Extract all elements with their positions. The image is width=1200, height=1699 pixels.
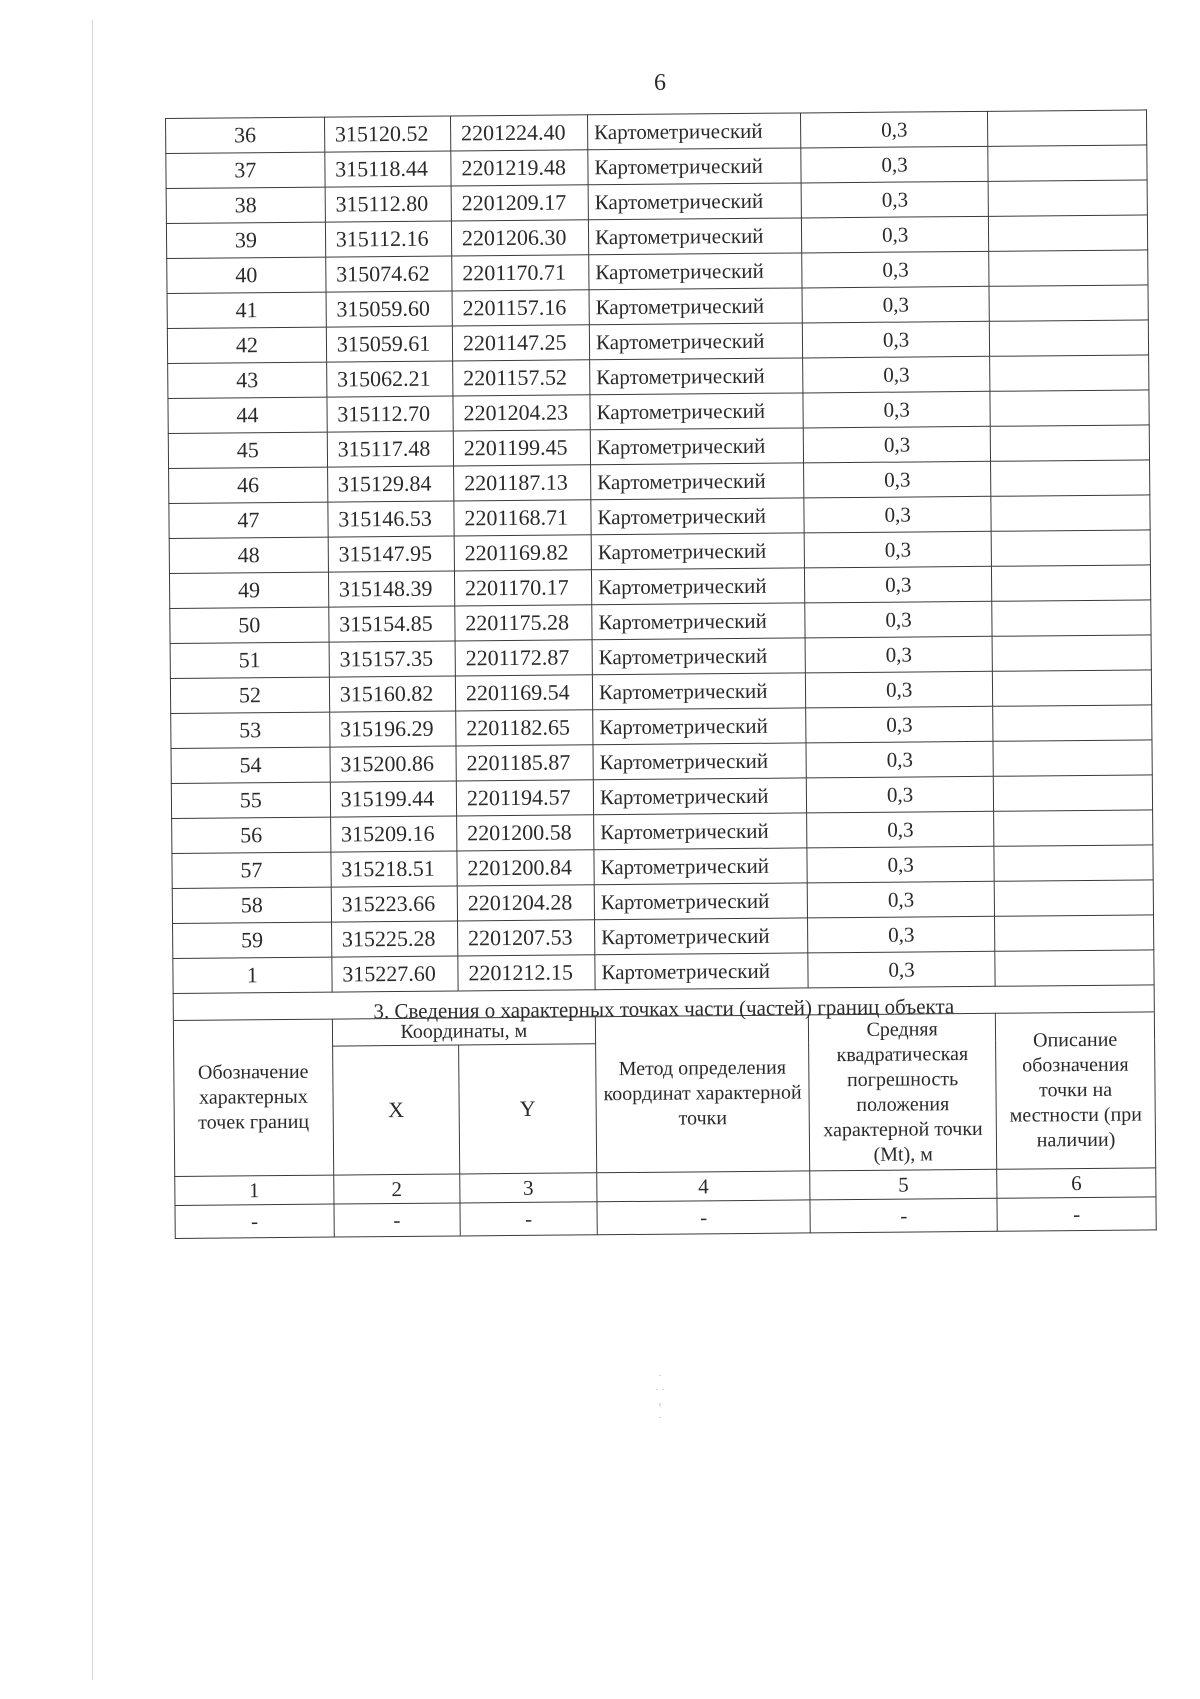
empty-cell: - — [175, 1204, 334, 1238]
method-cell: Картометрический — [592, 603, 805, 640]
x-coordinate: 315118.44 — [325, 151, 451, 187]
point-number: 52 — [170, 677, 329, 713]
y-coordinate: 2201182.65 — [456, 710, 593, 746]
mt-value: 0,3 — [807, 881, 994, 918]
point-number: 57 — [172, 852, 331, 888]
coordinates-rows — [166, 110, 1155, 994]
mt-value: 0,3 — [801, 146, 988, 183]
point-number: 51 — [170, 642, 329, 678]
scan-artifact: · · · ‹ · — [655, 1371, 665, 1424]
mt-value: 0,3 — [804, 461, 991, 498]
y-coordinate: 2201170.71 — [452, 255, 589, 291]
description-cell — [989, 285, 1148, 321]
point-number: 47 — [169, 502, 328, 538]
mt-value: 0,3 — [802, 216, 989, 253]
method-cell: Картометрический — [593, 708, 806, 745]
x-coordinate: 315120.52 — [324, 116, 450, 152]
section-title: 3. Сведения о характерных точках части (частей) границ объекта — [173, 985, 1154, 1021]
y-coordinate: 2201207.53 — [457, 920, 594, 956]
x-coordinate: 315154.85 — [329, 606, 455, 642]
x-coordinate: 315146.53 — [328, 501, 454, 537]
description-cell — [995, 950, 1154, 986]
page-edge-line — [92, 20, 93, 1680]
method-cell: Картометрический — [595, 953, 808, 990]
description-cell — [990, 390, 1149, 426]
description-cell — [991, 495, 1150, 531]
mt-value: 0,3 — [803, 426, 990, 463]
description-cell — [991, 460, 1150, 496]
point-number: 36 — [166, 117, 325, 153]
y-coordinate: 2201200.84 — [457, 850, 594, 886]
method-cell: Картометрический — [593, 743, 806, 780]
point-number: 56 — [172, 817, 331, 853]
y-coordinate: 2201187.13 — [453, 465, 590, 501]
mt-value: 0,3 — [806, 741, 993, 778]
method-cell: Картометрический — [590, 393, 803, 430]
x-coordinate: 315112.70 — [327, 396, 453, 432]
description-cell — [992, 600, 1151, 636]
mt-value: 0,3 — [805, 566, 992, 603]
document-body — [165, 109, 1157, 1239]
method-cell: Картометрический — [588, 148, 801, 185]
point-number: 54 — [171, 747, 330, 783]
point-number: 45 — [168, 432, 327, 468]
mt-value: 0,3 — [807, 811, 994, 848]
x-coordinate: 315059.60 — [326, 291, 452, 327]
point-number: 44 — [168, 397, 327, 433]
x-coordinate: 315059.61 — [326, 326, 452, 362]
mt-value: 0,3 — [806, 776, 993, 813]
x-coordinate: 315112.80 — [325, 186, 451, 222]
y-coordinate: 2201194.57 — [456, 780, 593, 816]
y-coordinate: 2201175.28 — [455, 605, 592, 641]
description-cell — [993, 670, 1152, 706]
mt-value: 0,3 — [805, 601, 992, 638]
column-number: 2 — [334, 1174, 460, 1204]
mt-value: 0,3 — [804, 496, 991, 533]
method-cell: Картометрический — [588, 183, 801, 220]
point-number: 43 — [168, 362, 327, 398]
point-number: 1 — [173, 957, 332, 993]
y-coordinate: 2201170.17 — [454, 570, 591, 606]
y-coordinate: 2201172.87 — [455, 640, 592, 676]
point-number: 50 — [170, 607, 329, 643]
mt-value: 0,3 — [807, 846, 994, 883]
point-number: 48 — [169, 537, 328, 573]
point-number: 40 — [167, 257, 326, 293]
column-number: 1 — [175, 1175, 334, 1205]
y-coordinate: 2201169.82 — [454, 535, 591, 571]
mt-value: 0,3 — [802, 251, 989, 288]
method-cell: Картометрический — [589, 323, 802, 360]
x-coordinate: 315209.16 — [330, 816, 456, 852]
mt-value: 0,3 — [801, 181, 988, 218]
mt-value: 0,3 — [805, 671, 992, 708]
empty-cell: - — [810, 1198, 997, 1233]
x-coordinate: 315223.66 — [331, 886, 457, 922]
description-cell — [994, 880, 1153, 916]
header-x: X — [332, 1045, 459, 1175]
empty-cell: - — [597, 1200, 810, 1235]
mt-value: 0,3 — [801, 111, 988, 148]
point-number: 49 — [169, 572, 328, 608]
description-cell — [989, 320, 1148, 356]
point-number: 37 — [166, 152, 325, 188]
y-coordinate: 2201199.45 — [453, 430, 590, 466]
mt-value: 0,3 — [803, 391, 990, 428]
point-number: 46 — [169, 467, 328, 503]
method-cell: Картометрический — [592, 638, 805, 675]
description-cell — [993, 705, 1152, 741]
method-cell: Картометрический — [591, 463, 804, 500]
method-cell: Картометрический — [592, 673, 805, 710]
y-coordinate: 2201169.54 — [455, 675, 592, 711]
y-coordinate: 2201200.58 — [457, 815, 594, 851]
mt-value: 0,3 — [804, 531, 991, 568]
y-coordinate: 2201224.40 — [450, 115, 587, 151]
method-cell: Картометрический — [594, 883, 807, 920]
description-cell — [989, 250, 1148, 286]
description-cell — [989, 215, 1148, 251]
method-cell: Картометрический — [589, 288, 802, 325]
x-coordinate: 315062.21 — [326, 361, 452, 397]
mt-value: 0,3 — [808, 951, 995, 988]
column-number: 3 — [460, 1173, 597, 1203]
y-coordinate: 2201185.87 — [456, 745, 593, 781]
y-coordinate: 2201157.16 — [452, 290, 589, 326]
column-number: 6 — [997, 1168, 1156, 1198]
point-number: 59 — [173, 922, 332, 958]
y-coordinate: 2201157.52 — [453, 360, 590, 396]
mt-value: 0,3 — [805, 636, 992, 673]
empty-cell: - — [997, 1197, 1156, 1231]
header-y: Y — [459, 1044, 597, 1174]
header-method: Метод определения координат характерной точки — [595, 1015, 810, 1173]
x-coordinate: 315157.35 — [329, 641, 455, 677]
y-coordinate: 2201204.28 — [457, 885, 594, 921]
header-mt: Средняя квадратическая погрешность положения характерной точки (Mt), м — [808, 1013, 996, 1171]
description-cell — [988, 145, 1147, 181]
x-coordinate: 315227.60 — [332, 956, 458, 992]
method-cell: Картометрический — [594, 848, 807, 885]
method-cell: Картометрический — [590, 358, 803, 395]
header-description: Описание обозначения точки на местности (при наличии) — [996, 1012, 1156, 1169]
x-coordinate: 315148.39 — [328, 571, 454, 607]
mt-value: 0,3 — [808, 916, 995, 953]
method-cell: Картометрический — [591, 533, 804, 570]
header-coordinates: Координаты, м — [332, 1017, 595, 1046]
coordinates-table — [165, 109, 1157, 1239]
y-coordinate: 2201209.17 — [451, 185, 588, 221]
point-number: 38 — [166, 187, 325, 223]
x-coordinate: 315129.84 — [327, 466, 453, 502]
mt-value: 0,3 — [802, 286, 989, 323]
point-number: 39 — [166, 222, 325, 258]
description-cell — [992, 635, 1151, 671]
method-cell: Картометрический — [589, 253, 802, 290]
description-cell — [990, 425, 1149, 461]
x-coordinate: 315074.62 — [326, 256, 452, 292]
section-3 — [173, 985, 1156, 1239]
y-coordinate: 2201204.23 — [453, 395, 590, 431]
column-number: 4 — [597, 1171, 810, 1202]
method-cell: Картометрический — [588, 218, 801, 255]
description-cell — [993, 740, 1152, 776]
x-coordinate: 315112.16 — [325, 221, 451, 257]
method-cell: Картометрический — [591, 498, 804, 535]
y-coordinate: 2201147.25 — [452, 325, 589, 361]
x-coordinate: 315147.95 — [328, 536, 454, 572]
description-cell — [990, 355, 1149, 391]
y-coordinate: 2201212.15 — [458, 955, 595, 991]
description-cell — [992, 565, 1151, 601]
x-coordinate: 315160.82 — [329, 676, 455, 712]
method-cell: Картометрический — [587, 113, 800, 150]
point-number: 55 — [171, 782, 330, 818]
description-cell — [995, 915, 1154, 951]
method-cell: Картометрический — [590, 428, 803, 465]
empty-cell: - — [460, 1202, 597, 1236]
x-coordinate: 315200.86 — [330, 746, 456, 782]
description-cell — [988, 110, 1147, 146]
y-coordinate: 2201206.30 — [451, 220, 588, 256]
header-designation: Обозначение характерных точек границ — [173, 1019, 333, 1176]
mt-value: 0,3 — [802, 321, 989, 358]
column-number: 5 — [810, 1169, 997, 1200]
x-coordinate: 315199.44 — [330, 781, 456, 817]
x-coordinate: 315196.29 — [329, 711, 455, 747]
x-coordinate: 315117.48 — [327, 431, 453, 467]
x-coordinate: 315225.28 — [331, 921, 457, 957]
description-cell — [993, 775, 1152, 811]
description-cell — [994, 845, 1153, 881]
point-number: 58 — [172, 887, 331, 923]
point-number: 42 — [167, 327, 326, 363]
point-number: 41 — [167, 292, 326, 328]
method-cell: Картометрический — [594, 813, 807, 850]
description-cell — [988, 180, 1147, 216]
description-cell — [991, 530, 1150, 566]
method-cell: Картометрический — [591, 568, 804, 605]
empty-cell: - — [334, 1203, 460, 1237]
method-cell: Картометрический — [594, 918, 807, 955]
point-number: 53 — [171, 712, 330, 748]
y-coordinate: 2201168.71 — [454, 500, 591, 536]
description-cell — [994, 810, 1153, 846]
method-cell: Картометрический — [593, 778, 806, 815]
mt-value: 0,3 — [803, 356, 990, 393]
x-coordinate: 315218.51 — [331, 851, 457, 887]
mt-value: 0,3 — [806, 706, 993, 743]
page-number: 6 — [654, 70, 666, 96]
y-coordinate: 2201219.48 — [451, 150, 588, 186]
